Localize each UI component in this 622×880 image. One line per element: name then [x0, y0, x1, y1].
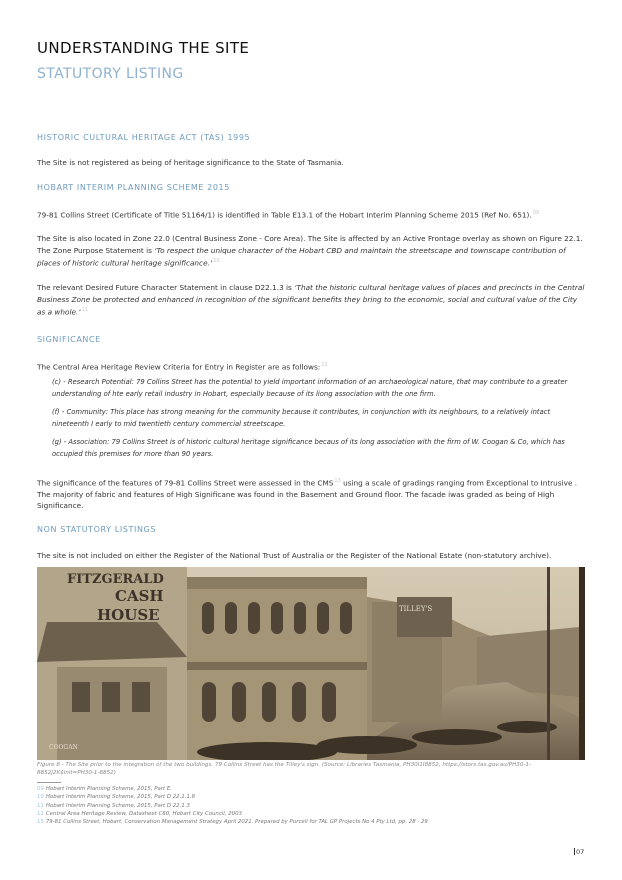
- sign-tilleys: TILLEY'S: [399, 605, 433, 613]
- paragraph-text: The significance of the features of 79-81 Collins Street were assessed in the CMS: [37, 478, 334, 488]
- page-number-bar: [574, 848, 575, 855]
- footnote-ref: 10: [213, 258, 220, 264]
- page-title: UNDERSTANDING THE SITE: [37, 39, 250, 57]
- tilleys-sign-panel: [397, 597, 452, 637]
- footnote-text: Hobart Interim Planning Scheme, 2015, Part D 22.1.1.8: [45, 794, 196, 801]
- footnote-ref: 11: [81, 307, 88, 313]
- footnote-item: [37, 818, 428, 826]
- criterion-f: (f) - Community: This place has strong meaning for the community because it contributes, in conjunction with its neighbours, to a relatively intact nineteenth I early to mid twentieth century commercial streetscape.: [52, 408, 551, 428]
- paragraph-text: The relevant Desired Future Character Statement in clause D22.1.3 is: [37, 283, 295, 292]
- footnote-item: [37, 802, 428, 810]
- paragraph-text: using a scale of gradings ranging from Exceptional to Intrusive . The majority of fabric and features of High Significane was found in the Basement and Ground floor. The facade iwas graded as being of High Significance.: [37, 478, 578, 511]
- footnote-number: 13: [37, 819, 44, 826]
- planning-scheme-paragraph-3: [37, 282, 585, 318]
- footnote-ref: 09: [532, 210, 540, 216]
- significance-assessment: [37, 476, 585, 512]
- footnote-number: 12: [37, 810, 44, 817]
- telegraph-pole: [547, 567, 550, 760]
- page-subtitle: STATUTORY LISTING: [37, 66, 184, 82]
- paragraph-text: 79-81 Collins Street (Certificate of Title 51164/1) is identified in Table E13.1 of the Hobart Interim Planning Scheme 2015 (Ref No. 651).: [37, 210, 532, 220]
- footnote-text: Hobart Interim Planning Scheme, 2015, Part E.: [45, 786, 173, 792]
- sign-coogan: COOGAN: [49, 744, 78, 751]
- figure-caption: Figure 8 - The Site prior to the integration of the two buildings. 79 Collins Street has the Tilley's sign. (Source: Libraries Tasmania, PH30I1I8852, https://stors.tas.gov.au/PH30-1-8852J2K$init=PH30-1-8852): [37, 762, 532, 776]
- planning-scheme-paragraph-1: [37, 208, 585, 221]
- heritage-act-text: The Site is not registered as being of heritage significance to the State of Tasmania.: [37, 158, 344, 167]
- footnote-text: Hobart Interim Planning Scheme, 2015, Part D 22.1.3: [45, 802, 190, 809]
- non-statutory-text: The site is not included on either the Register of the National Trust of Australia or the Register of the National Estate (non-statutory archive).: [37, 551, 552, 560]
- page-number: [574, 848, 584, 856]
- photo-illustration: [37, 567, 579, 760]
- cornice: [187, 577, 367, 589]
- zone-purpose-quote: ‘To respect the unique character of the Hobart CBD and maintain the streetscape and townscape contribution of places of historic cultural heritage significance.’: [37, 245, 566, 268]
- significance-intro: [37, 360, 585, 373]
- sign-house: HOUSE: [97, 606, 160, 624]
- paragraph-text: The Site is also located in Zone 22.0 (Central Business Zone - Core Area). The Site is affected by an Active Frontage overlay as shown on Figure 22.1. The Zone Purpose Statement is: [37, 234, 583, 255]
- footnote-number: 10: [37, 794, 44, 801]
- footnote-text: Central Area Heritage Review, Datasheet C60, Hobart City Council, 2003: [45, 810, 242, 817]
- footnote-number: 11: [37, 802, 44, 809]
- paragraph-text: The Central Area Heritage Review Criteria for Entry in Register are as follows:: [37, 362, 321, 372]
- footnotes: [37, 785, 428, 826]
- criterion-c: (c) - Research Potential: 79 Collins Street has the potential to yield important information of an archaeological nature, that may contribute to a greater understanding of hte early retail industry in Hobart, especially because of its liong association with the one firm.: [52, 378, 568, 398]
- planning-scheme-paragraph-2: [37, 233, 585, 269]
- criterion-g: (g) - Association: 79 Collins Street is of historic cultural heritage significance becaus of its long association with the firm of W. Coogan & Co, which has occupied this premises for more than 90 years.: [52, 438, 565, 458]
- footnote-item: [37, 785, 428, 793]
- footnote-ref: 13: [334, 478, 341, 484]
- footnote-divider: [37, 782, 61, 783]
- footnote-text: 79-81 Collins Street, Hobart. Conservation Management Strategy April 2021. Prepared by Purcell for TAL GP Projects No 4 Pty Ltd, pp. 28 - 29: [45, 819, 428, 826]
- heading-heritage-act: HISTORIC CULTURAL HERITAGE ACT (TAS) 1995: [37, 133, 251, 142]
- heading-significance: SIGNIFICANCE: [37, 335, 101, 344]
- sign-fitzgerald: FITZGERALD: [67, 572, 164, 587]
- historic-street-photo: [37, 567, 585, 760]
- signboard-band: [187, 662, 367, 670]
- storefront-windows: [72, 682, 150, 712]
- heading-non-statutory: NON STATUTORY LISTINGS: [37, 525, 157, 534]
- page-number-value: 07: [576, 848, 585, 856]
- footnote-ref: 12: [321, 362, 328, 368]
- footnote-number: 09: [37, 786, 44, 792]
- footnote-item: [37, 810, 428, 818]
- heading-planning-scheme: HOBART INTERIM PLANNING SCHEME 2015: [37, 183, 230, 192]
- character-statement-quote: ‘That the historic cultural heritage values of places and precincts in the Central Business Zone be protected and enhanced in recognition of the significant benefits they bring to the economic, social and cultural value of the City as a whole.’: [37, 283, 585, 317]
- sign-cash: CASH: [115, 587, 164, 605]
- footnote-item: [37, 793, 428, 801]
